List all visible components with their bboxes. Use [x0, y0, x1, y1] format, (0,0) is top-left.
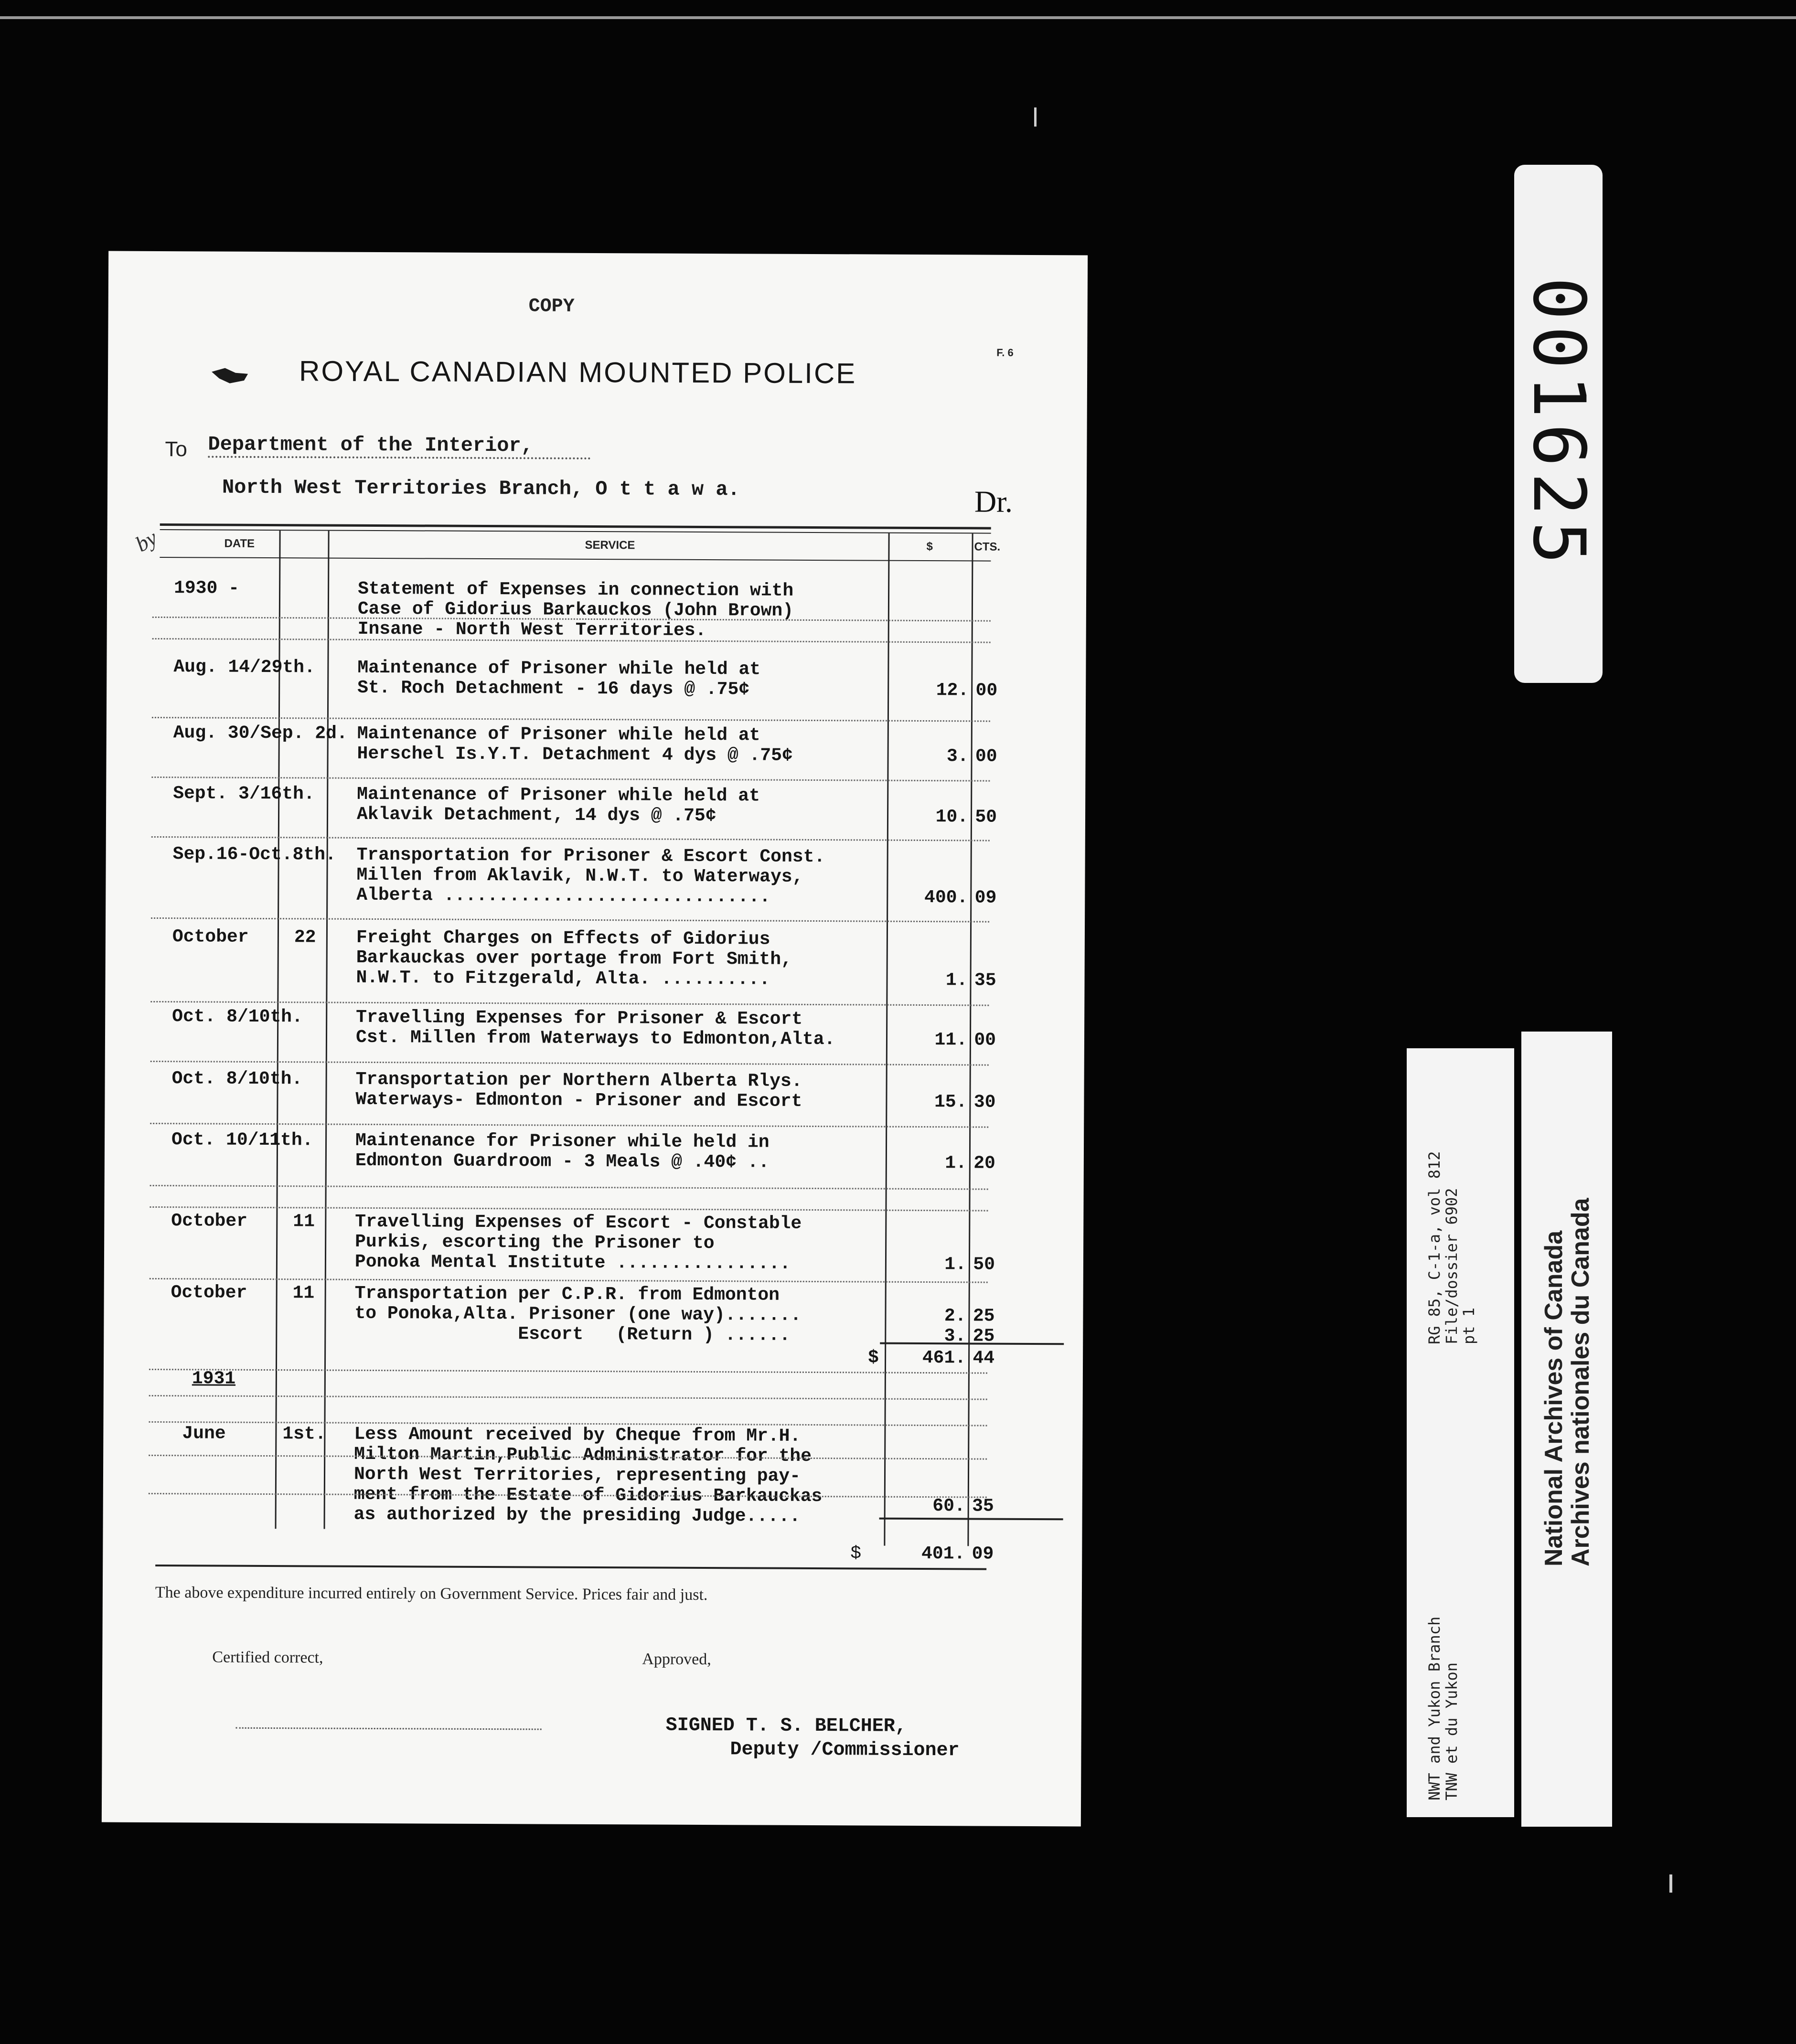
- subtotal-symbol: $: [867, 1347, 879, 1368]
- row-date: Aug. 30/Sep. 2d.: [173, 723, 348, 744]
- row-separator: [149, 1369, 987, 1374]
- archive-reference-label: [1407, 1048, 1514, 1817]
- row-dollars: 400.: [924, 887, 968, 908]
- row-date: October: [171, 1211, 248, 1232]
- row-separator: [150, 1185, 988, 1190]
- total-dollars: 401.: [921, 1543, 965, 1565]
- organization-title: ROYAL CANADIAN MOUNTED POLICE: [299, 355, 857, 390]
- row-service: Travelling Expenses of Escort - Constable Purkis, escorting the Prisoner to Ponoka Mental Institute ................: [354, 1211, 802, 1274]
- subtotal-dollars: 461.: [922, 1347, 966, 1369]
- expenditure-note: The above expenditure incurred entirely on Government Service. Prices fair and just.: [155, 1583, 708, 1604]
- row-date: October: [171, 1282, 247, 1303]
- row-cents: 00: [975, 680, 998, 701]
- total-symbol: $: [850, 1543, 862, 1564]
- row-service: Transportation per Northern Alberta Rlys. Waterways- Edmonton - Prisoner and Escort: [355, 1069, 802, 1112]
- row-cents: 00: [975, 746, 997, 767]
- row-cents: 50: [973, 1254, 995, 1275]
- row-cents: 00: [974, 1030, 996, 1051]
- subtotal-cents: 44: [973, 1348, 995, 1369]
- row-day: 22: [294, 927, 316, 948]
- row-dollars: 15.: [934, 1092, 967, 1113]
- certification-signature-line: [236, 1727, 542, 1730]
- row-dollars: 11.: [934, 1030, 968, 1051]
- credit-cents: 35: [972, 1496, 994, 1517]
- row-separator: [150, 1206, 988, 1212]
- row-dollars: 1.: [945, 970, 968, 991]
- archive-institution-label: [1521, 1032, 1612, 1827]
- row-separator: [152, 717, 990, 722]
- branch-line-1: NWT and Yukon Branch: [1425, 1616, 1443, 1800]
- header-bottom-rule: [160, 557, 991, 562]
- row-separator: [150, 1001, 989, 1006]
- reference-text: [1426, 1151, 1477, 1344]
- row-separator: [150, 1123, 988, 1128]
- row-service: Statement of Expenses in connection with Case of Gidorius Barkauckos (John Brown) Insane - North West Territories.: [357, 578, 794, 641]
- row-cents: 25 25: [973, 1306, 995, 1347]
- handwritten-margin-note: by: [131, 525, 161, 557]
- table-bottom-rule: [155, 1565, 986, 1570]
- date-column-header: DATE: [224, 537, 255, 550]
- row-service: Maintenance of Prisoner while held at St. Roch Detachment - 16 days @ .75¢: [357, 657, 761, 700]
- row-day: 11: [293, 1211, 315, 1232]
- institution-english: National Archives of Canada: [1540, 1230, 1568, 1566]
- row-dollars: 12.: [936, 680, 969, 701]
- film-speck: [1669, 1874, 1672, 1893]
- credit-dollars: 60.: [932, 1496, 965, 1517]
- row-service: Freight Charges on Effects of Gidorius Barkauckas over portage from Fort Smith, N.W.T. to Fitzgerald, Alta. ..........: [356, 927, 792, 990]
- row-cents: 50: [975, 807, 997, 828]
- reference-line-2: File/dossier 6902: [1443, 1188, 1461, 1344]
- row-dollars: 1.: [945, 1153, 967, 1174]
- row-separator: [150, 1061, 989, 1066]
- row-service: Transportation per C.P.R. from Edmonton to Ponoka,Alta. Prisoner (one way)....... Escort (Return ) ......: [354, 1283, 802, 1346]
- row-date: Oct. 8/10th.: [172, 1006, 303, 1028]
- row-dollars: 1.: [944, 1254, 967, 1275]
- debit-mark: Dr.: [974, 484, 1013, 519]
- copy-mark: COPY: [528, 296, 575, 318]
- to-label: To: [165, 437, 187, 461]
- table-top-rule: [160, 523, 991, 530]
- cents-column-header: CTS.: [974, 540, 1001, 554]
- reference-line-1: RG 85, C-1-a, vol 812: [1425, 1151, 1443, 1344]
- row-service: Maintenance of Prisoner while held at Herschel Is.Y.T. Detachment 4 dys @ .75¢: [357, 723, 793, 766]
- row-separator: [151, 836, 990, 841]
- dollars-column-header: $: [926, 540, 933, 554]
- microfilm-frame-number: [1514, 165, 1603, 683]
- row-separator: [151, 777, 990, 782]
- row-cents: 35: [974, 970, 996, 991]
- credit-day: 1st.: [282, 1424, 326, 1445]
- branch-line-2: TNW et du Yukon: [1443, 1662, 1461, 1800]
- row-service: Maintenance of Prisoner while held at Aklavik Detachment, 14 dys @ .75¢: [356, 784, 760, 827]
- microfilm-edge-line: [0, 16, 1796, 19]
- credit-month: June: [182, 1423, 226, 1444]
- row-service: Travelling Expenses for Prisoner & Escort Cst. Millen from Waterways to Edmonton,Alta.: [355, 1007, 835, 1050]
- row-separator: [149, 1395, 987, 1400]
- row-dollars: 10.: [935, 807, 969, 828]
- row-date: Oct. 10/11th.: [171, 1129, 313, 1151]
- day-column-divider: [324, 531, 330, 1529]
- recipient-line-1: Department of the Interior,: [208, 433, 590, 459]
- date-column-divider: [275, 531, 281, 1529]
- row-date: Oct. 8/10th.: [171, 1068, 303, 1090]
- signed-name: SIGNED T. S. BELCHER,: [665, 1714, 907, 1737]
- approved-label: Approved,: [642, 1650, 711, 1669]
- row-day: 11: [292, 1283, 315, 1304]
- year-1931: 1931: [192, 1368, 236, 1389]
- row-service: Maintenance for Prisoner while held in Edmonton Guardroom - 3 Meals @ .40¢ ..: [355, 1130, 770, 1173]
- row-dollars: 2. 3.: [944, 1306, 966, 1347]
- row-date: 1930 -: [174, 578, 240, 599]
- film-speck: [1034, 107, 1037, 127]
- row-dollars: 3.: [946, 746, 969, 767]
- credit-rule: [879, 1518, 1063, 1521]
- frame-number-digits: 001625: [1517, 277, 1600, 570]
- signer-title: Deputy /Commissioner: [730, 1739, 960, 1762]
- institution-text: [1540, 1198, 1594, 1566]
- recipient-line-2: North West Territories Branch, O t t a w a.: [222, 476, 740, 501]
- credit-service: Less Amount received by Cheque from Mr.H. Milton Martin,Public Administrator for the North West Territories, representing pay- ment from the Estate of Gidorius Barkauckas as authorized by the presiding Judge.....: [353, 1424, 823, 1527]
- row-service: Transportation for Prisoner & Escort Const. Millen from Aklavik, N.W.T. to Waterways, Alberta ..............................: [356, 844, 825, 907]
- certified-label: Certified correct,: [212, 1648, 323, 1667]
- row-date: Sep.16-Oct.8th.: [172, 844, 336, 865]
- row-separator: [150, 1278, 988, 1283]
- row-cents: 30: [973, 1092, 996, 1113]
- rcmp-emblem-icon: [211, 366, 249, 385]
- row-separator: [151, 917, 989, 923]
- service-column-header: SERVICE: [585, 538, 635, 552]
- row-date: Aug. 14/29th.: [173, 657, 315, 678]
- branch-text: [1426, 1617, 1460, 1800]
- row-cents: 09: [974, 887, 997, 908]
- row-date: October: [172, 926, 249, 947]
- invoice-sheet: [102, 251, 1088, 1827]
- row-cents: 20: [973, 1153, 995, 1174]
- table-header-rule: [160, 529, 991, 534]
- reference-line-3: pt 1: [1460, 1307, 1478, 1344]
- row-date: Sept. 3/16th.: [173, 783, 315, 805]
- institution-french: Archives nationales du Canada: [1567, 1198, 1594, 1566]
- form-number: F. 6: [996, 346, 1014, 359]
- total-cents: 09: [972, 1544, 994, 1565]
